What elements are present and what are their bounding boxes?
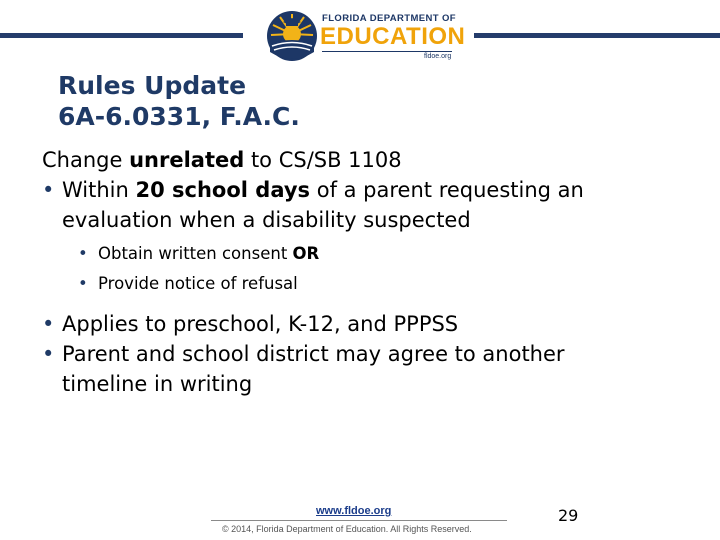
bullet-icon: • <box>78 244 88 263</box>
logo-rule <box>322 51 452 52</box>
intro-pre: Change <box>42 148 130 172</box>
intro-post: to CS/SB 1108 <box>244 148 402 172</box>
sub1-bold: OR <box>292 244 320 263</box>
bullet2-text: Applies to preschool, K-12, and PPPSS <box>62 312 459 336</box>
logo-url: fldoe.org <box>424 53 452 60</box>
bullet-icon: • <box>42 342 55 366</box>
sub2-text: Provide notice of refusal <box>98 274 298 293</box>
bullet3-line1: Parent and school district may agree to another <box>62 342 565 366</box>
bullet-icon: • <box>78 274 88 293</box>
bullet1-cont: evaluation when a disability suspected <box>62 208 471 232</box>
bullet1-pre: Within <box>62 178 136 202</box>
bullet-school-days <box>42 175 642 235</box>
sub1-pre: Obtain written consent <box>98 244 293 263</box>
slide-title <box>58 70 300 132</box>
bullet-agree <box>42 339 642 399</box>
bullet1-bold: 20 school days <box>135 178 311 202</box>
logo-line2: EDUCATION <box>320 23 466 50</box>
logo-line1: FLORIDA DEPARTMENT OF <box>322 13 457 24</box>
footer-rule <box>211 520 507 521</box>
fldoe-logo <box>266 8 466 66</box>
footer-link[interactable]: www.fldoe.org <box>316 505 392 517</box>
footer-copyright: © 2014, Florida Department of Education. All Rights Reserved. <box>222 524 472 534</box>
bullet-applies <box>42 309 642 339</box>
intro-bold: unrelated <box>129 148 245 172</box>
title-line1: Rules Update <box>58 71 247 100</box>
sun-emblem-icon <box>266 8 318 66</box>
sub-bullet-consent <box>42 239 642 269</box>
bullet1-post: of a parent requesting an <box>310 178 584 202</box>
sub-bullet-refusal <box>42 269 642 299</box>
title-line2: 6A-6.0331, F.A.C. <box>58 102 300 131</box>
intro-line <box>42 145 642 175</box>
bullet3-line2: timeline in writing <box>62 372 253 396</box>
page-number: 29 <box>558 506 579 525</box>
slide-body <box>42 145 642 399</box>
header-rule-left <box>0 33 243 38</box>
bullet-icon: • <box>42 178 55 202</box>
header-rule-right <box>474 33 720 38</box>
bullet-icon: • <box>42 312 55 336</box>
